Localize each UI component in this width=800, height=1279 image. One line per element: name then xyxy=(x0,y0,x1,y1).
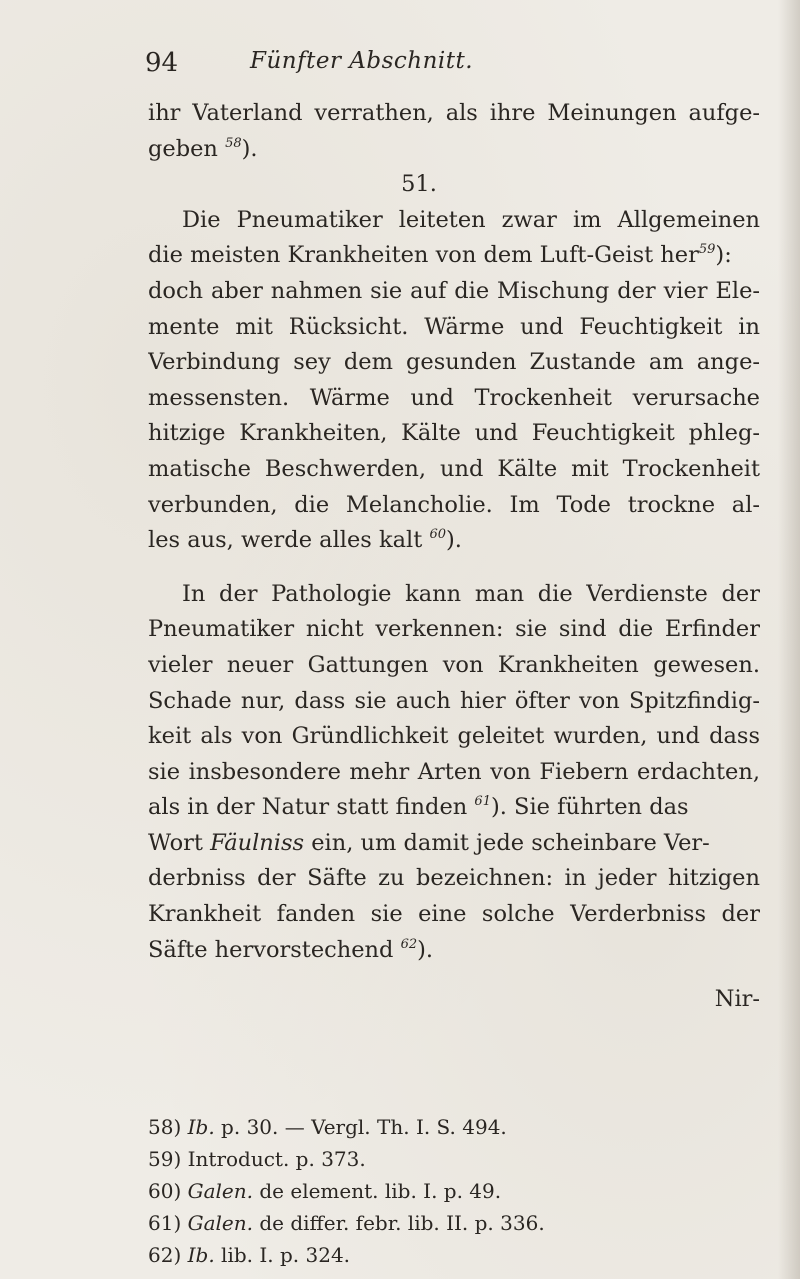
footnote-ref: 61 xyxy=(474,794,491,810)
text-line: als in der Natur statt finden $^{61}$). Sie führten das xyxy=(148,794,689,821)
emphasis: Fäulniss xyxy=(210,829,305,856)
text-line: derbniss der Säfte zu bezeichnen: in jeder hitzigen xyxy=(148,865,760,892)
running-title: Fünfter Abschnitt. xyxy=(250,48,474,74)
text-line: Wort Fäulniss ein, um damit jede scheinbare Ver- xyxy=(148,829,710,856)
footnote: 59) Introduct. p. 373. xyxy=(148,1147,366,1171)
section-number: 51. xyxy=(401,171,437,198)
main-text xyxy=(148,96,760,1018)
text-line: Schade nur, dass sie auch hier öfter von Spitzfindig- xyxy=(148,687,760,714)
text-line: les aus, werde alles kalt $^{60}$). xyxy=(148,527,462,554)
footnote-ref: 58 xyxy=(225,135,242,151)
footnote-ref: 60 xyxy=(429,527,446,543)
text-line: Pneumatiker nicht verkennen: sie sind die Erfinder xyxy=(148,616,760,643)
page-edge-shadow xyxy=(778,0,800,1279)
catchword: Nir- xyxy=(714,986,760,1013)
footnotes xyxy=(148,1111,708,1271)
text-line: keit als von Gründlichkeit geleitet wurden, und dass xyxy=(148,723,760,750)
page-number: 94 xyxy=(145,48,179,78)
paragraph xyxy=(148,577,760,969)
text-line: verbunden, die Melancholie. Im Tode trockne al- xyxy=(148,491,760,518)
text-line: Krankheit fanden sie eine solche Verderbniss der xyxy=(148,901,760,928)
text-line: In der Pathologie kann man die Verdienste der xyxy=(182,580,760,607)
text-line: Säfte hervorstechend $^{62}$). xyxy=(148,936,434,963)
text-line: doch aber nahmen sie auf die Mischung der vier Ele- xyxy=(148,277,760,304)
text-line: sie insbesondere mehr Arten von Fiebern erdachten, xyxy=(148,758,760,785)
footnote: 60) Galen. de element. lib. I. p. 49. xyxy=(148,1179,502,1203)
text-line: matische Beschwerden, und Kälte mit Trockenheit xyxy=(148,455,760,482)
page-header xyxy=(145,48,705,88)
text-line: vieler neuer Gattungen von Krankheiten gewesen. xyxy=(148,651,760,678)
text-line: geben $^{58}$). xyxy=(148,135,258,162)
footnote: 62) Ib. lib. I. p. 324. xyxy=(148,1243,351,1267)
footnote-ref: 59 xyxy=(698,242,716,258)
text-line: hitzige Krankheiten, Kälte und Feuchtigkeit phleg- xyxy=(148,420,760,447)
text-line: ihr Vaterland verrathen, als ihre Meinungen aufge- xyxy=(148,100,760,126)
text-line: die meisten Krankheiten von dem Luft-Geist her$^{59}$): xyxy=(148,242,732,269)
text-line: messensten. Wärme und Trockenheit verursache xyxy=(148,384,760,411)
footnote: 58) Ib. p. 30. — Vergl. Th. I. S. 494. xyxy=(148,1115,507,1139)
paragraph xyxy=(148,203,760,559)
text-line: Die Pneumatiker leiteten zwar im Allgemeinen xyxy=(182,206,760,233)
text-line: mente mit Rücksicht. Wärme und Feuchtigkeit in xyxy=(148,313,760,340)
footnote: 61) Galen. de differ. febr. lib. II. p. 336. xyxy=(148,1211,545,1235)
footnote-ref: 62 xyxy=(400,936,418,952)
text-line: Verbindung sey dem gesunden Zustande am ange- xyxy=(148,349,760,376)
